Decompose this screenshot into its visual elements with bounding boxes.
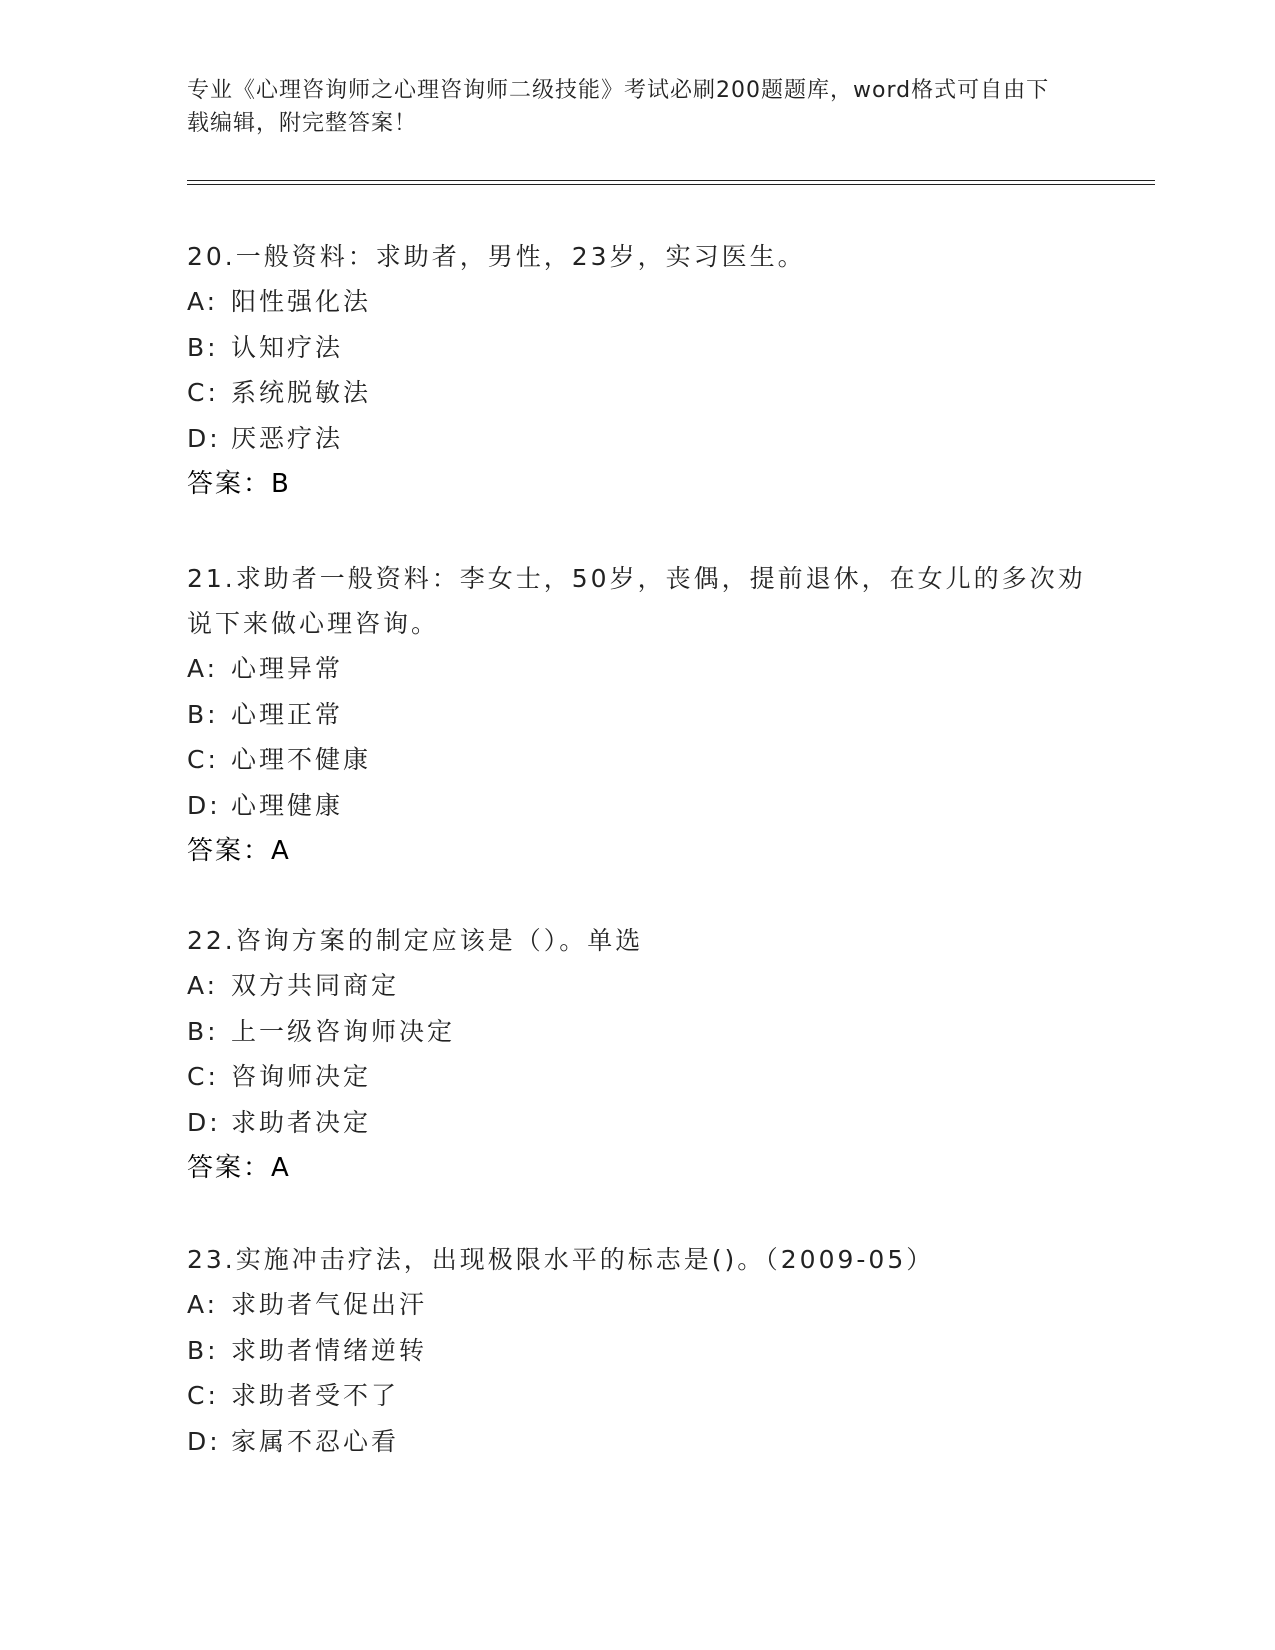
option-key: A:: [187, 654, 219, 683]
question-23: [187, 1237, 1107, 1464]
option-text: 认知疗法: [231, 332, 344, 362]
answer-line: 答案：B: [187, 469, 291, 499]
option-key: B:: [187, 699, 219, 729]
question-22: [187, 918, 1107, 1191]
document-header: 专业《心理咨询师之心理咨询师二级技能》考试必刷200题题库，word格式可自由下载编辑，附完整答案！: [187, 78, 1050, 136]
option-key: D:: [187, 790, 221, 820]
question-21: [187, 556, 1107, 874]
question-stem: 21.求助者一般资料：李女士，50岁，丧偶，提前退休，在女儿的多次劝说下来做心理咨询。: [187, 564, 1086, 638]
option-b: [187, 1328, 1107, 1374]
option-text: 求助者情绪逆转: [231, 1335, 428, 1365]
option-key: B:: [187, 1335, 219, 1365]
option-c: [187, 737, 1107, 783]
option-d: [187, 416, 1107, 462]
option-b: [187, 1009, 1107, 1055]
option-a: [187, 1282, 1107, 1328]
option-text: 系统脱敏法: [231, 378, 372, 407]
option-c: [187, 370, 1107, 416]
option-key: A:: [187, 287, 219, 316]
option-a: [187, 646, 1107, 692]
option-b: [187, 692, 1107, 738]
option-key: C:: [187, 378, 219, 407]
option-key: D:: [187, 1107, 221, 1137]
option-c: [187, 1373, 1107, 1419]
option-key: C:: [187, 745, 219, 774]
option-text: 求助者决定: [231, 1107, 372, 1137]
answer-line: 答案：A: [187, 1153, 291, 1183]
option-text: 心理正常: [231, 699, 344, 729]
option-text: 阳性强化法: [231, 287, 372, 316]
option-key: A:: [187, 1290, 219, 1319]
question-stem: 23.实施冲击疗法，出现极限水平的标志是()。（2009-05）: [187, 1245, 935, 1274]
option-text: 求助者受不了: [231, 1381, 400, 1410]
option-key: D:: [187, 1426, 221, 1456]
question-stem: 22.咨询方案的制定应该是（）。单选: [187, 926, 644, 955]
question-stem: 20.一般资料：求助者，男性，23岁，实习医生。: [187, 242, 806, 271]
question-20: [187, 234, 1107, 507]
header-divider-top: [187, 180, 1155, 181]
option-key: B:: [187, 332, 219, 362]
option-a: [187, 279, 1107, 325]
option-d: [187, 1419, 1107, 1465]
option-text: 心理异常: [231, 654, 344, 683]
option-key: C:: [187, 1381, 219, 1410]
option-key: A:: [187, 971, 219, 1000]
option-text: 心理健康: [231, 790, 344, 820]
option-key: C:: [187, 1062, 219, 1091]
option-key: B:: [187, 1016, 219, 1046]
option-text: 上一级咨询师决定: [231, 1016, 456, 1046]
answer-line: 答案：A: [187, 836, 291, 866]
option-d: [187, 1100, 1107, 1146]
header-divider-bottom: [187, 184, 1155, 185]
option-key: D:: [187, 423, 221, 453]
option-text: 双方共同商定: [231, 971, 400, 1000]
option-b: [187, 325, 1107, 371]
option-a: [187, 963, 1107, 1009]
option-c: [187, 1054, 1107, 1100]
option-d: [187, 783, 1107, 829]
option-text: 家属不忍心看: [231, 1426, 400, 1456]
option-text: 求助者气促出汗: [231, 1290, 428, 1319]
option-text: 厌恶疗法: [231, 423, 344, 453]
option-text: 心理不健康: [231, 745, 372, 774]
option-text: 咨询师决定: [231, 1062, 372, 1091]
